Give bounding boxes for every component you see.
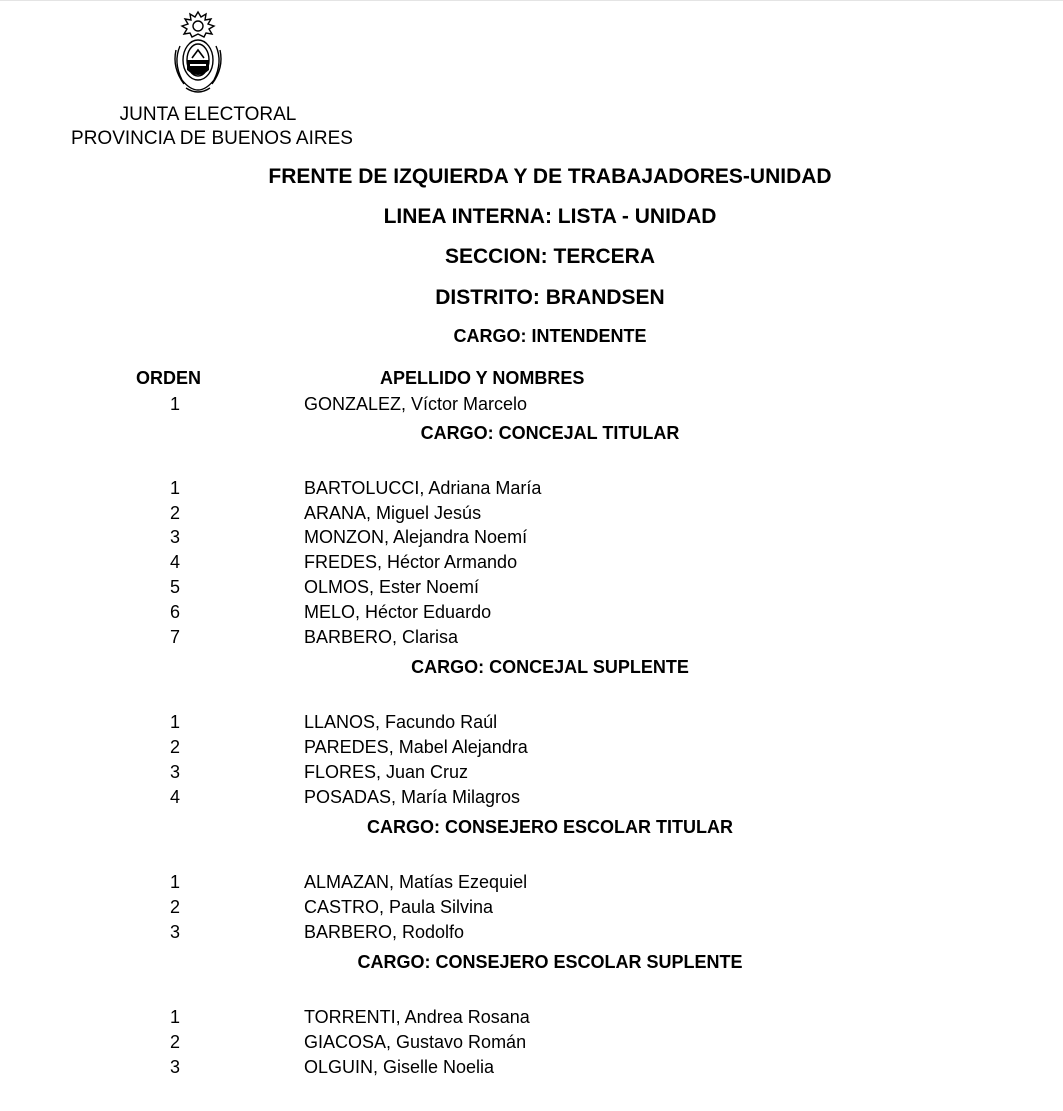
column-header-apellido: APELLIDO Y NOMBRES: [380, 368, 585, 388]
candidate-name: MELO, Héctor Eduardo: [304, 602, 492, 622]
candidate-name: GONZALEZ, Víctor Marcelo: [304, 394, 528, 414]
candidate-order: 2: [169, 1032, 180, 1052]
candidate-name: MONZON, Alejandra Noemí: [304, 527, 528, 547]
candidate-order: 4: [169, 552, 180, 572]
column-header-orden: ORDEN: [136, 368, 202, 388]
candidate-order: 1: [169, 394, 180, 414]
candidate-order: 3: [169, 527, 180, 547]
candidate-name: BARBERO, Clarisa: [304, 627, 459, 647]
page-top-border: [0, 0, 1063, 1]
candidate-order: 1: [169, 872, 180, 892]
candidate-name: OLMOS, Ester Noemí: [304, 577, 480, 597]
candidate-name: OLGUIN, Giselle Noelia: [304, 1057, 495, 1077]
cargo-heading: CARGO: INTENDENTE: [453, 326, 647, 346]
coat-of-arms-seal: [168, 10, 228, 96]
candidate-order: 3: [169, 922, 180, 942]
candidate-name: POSADAS, María Milagros: [304, 787, 521, 807]
linea-interna-title: LINEA INTERNA: LISTA - UNIDAD: [383, 205, 717, 228]
candidate-order: 2: [169, 737, 180, 757]
party-title: FRENTE DE IZQUIERDA Y DE TRABAJADORES-UNIDAD: [268, 165, 832, 188]
candidate-name: BARBERO, Rodolfo: [304, 922, 465, 942]
candidate-order: 7: [169, 627, 180, 647]
candidate-order: 6: [169, 602, 180, 622]
candidate-order: 5: [169, 577, 180, 597]
candidate-name: PAREDES, Mabel Alejandra: [304, 737, 528, 757]
candidate-name: ARANA, Miguel Jesús: [304, 503, 482, 523]
cargo-heading: CARGO: CONCEJAL SUPLENTE: [411, 657, 689, 677]
candidate-name: ALMAZAN, Matías Ezequiel: [304, 872, 528, 892]
seccion-title: SECCION: TERCERA: [444, 245, 655, 268]
org-name-line2: PROVINCIA DE BUENOS AIRES: [71, 128, 353, 149]
cargo-heading: CARGO: CONSEJERO ESCOLAR SUPLENTE: [357, 952, 743, 972]
candidate-order: 1: [169, 1007, 180, 1027]
candidate-order: 4: [169, 787, 180, 807]
candidate-name: LLANOS, Facundo Raúl: [304, 712, 498, 732]
cargo-heading: CARGO: CONSEJERO ESCOLAR TITULAR: [366, 817, 733, 837]
candidate-name: GIACOSA, Gustavo Román: [304, 1032, 527, 1052]
candidate-name: FREDES, Héctor Armando: [304, 552, 518, 572]
candidate-name: CASTRO, Paula Silvina: [304, 897, 494, 917]
candidate-name: FLORES, Juan Cruz: [304, 762, 469, 782]
candidate-order: 2: [169, 897, 180, 917]
org-name-line1: JUNTA ELECTORAL: [119, 104, 297, 125]
distrito-title: DISTRITO: BRANDSEN: [435, 286, 665, 309]
cargo-heading: CARGO: CONCEJAL TITULAR: [420, 423, 680, 443]
candidate-order: 2: [169, 503, 180, 523]
candidate-order: 1: [169, 712, 180, 732]
candidate-order: 3: [169, 1057, 180, 1077]
candidate-order: 1: [169, 478, 180, 498]
candidate-order: 3: [169, 762, 180, 782]
candidate-name: TORRENTI, Andrea Rosana: [304, 1007, 530, 1027]
candidate-name: BARTOLUCCI, Adriana María: [304, 478, 542, 498]
